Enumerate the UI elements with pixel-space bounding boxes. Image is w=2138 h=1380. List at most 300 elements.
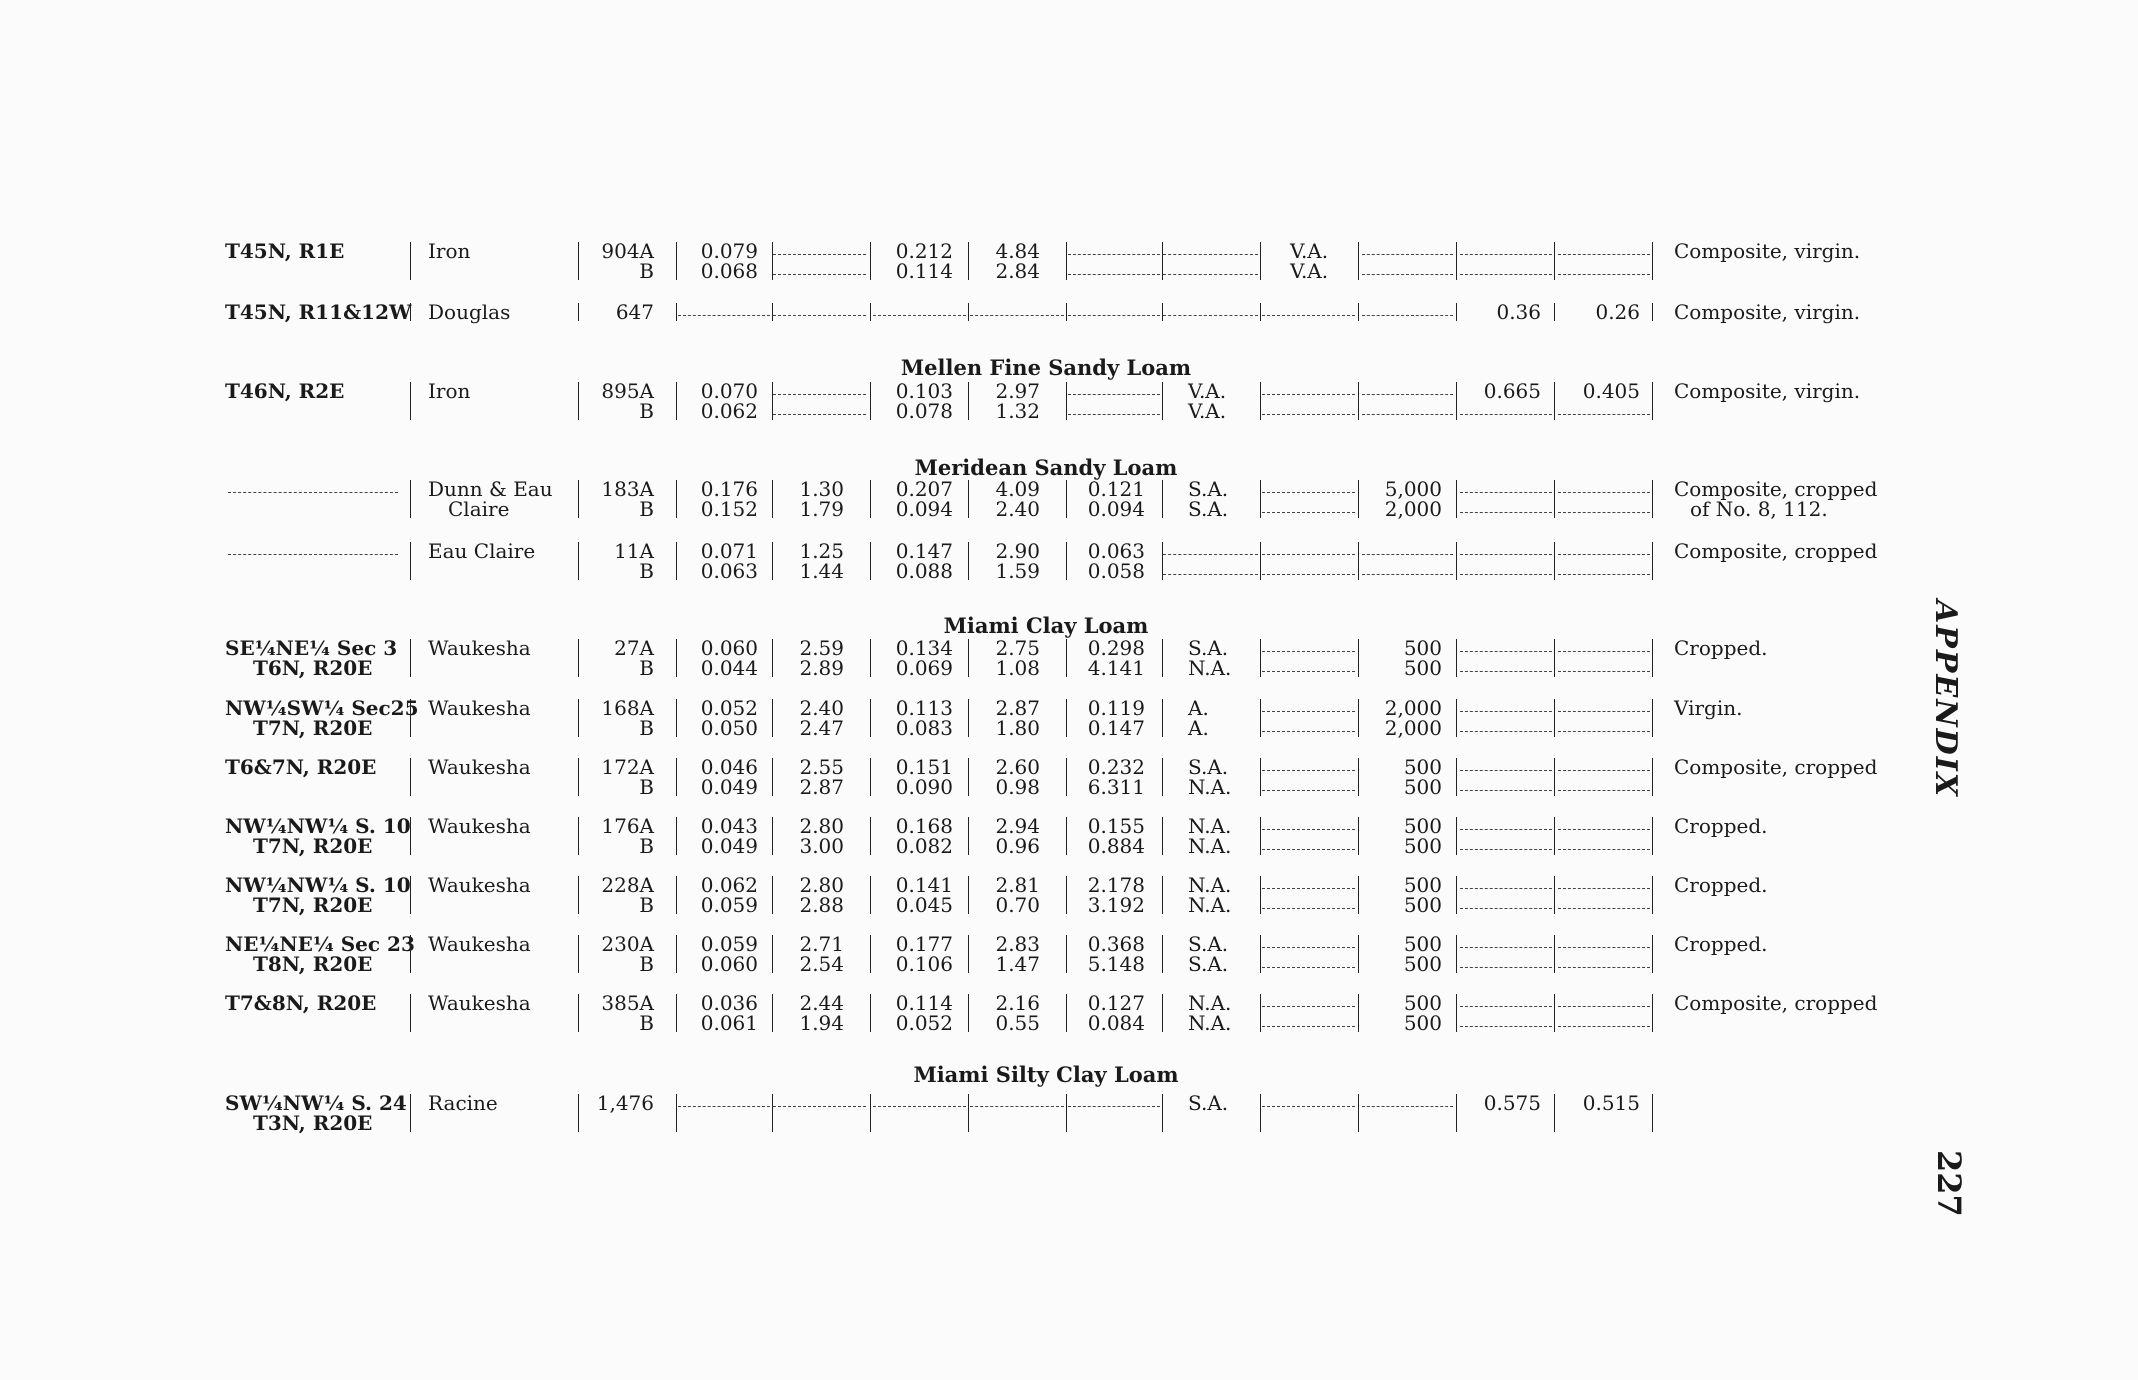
column-rule [1260,817,1261,855]
value-cell: 4.09 [995,477,1040,501]
empty-cell-dash [1460,731,1552,732]
column-rule [1162,876,1163,914]
county-cell: Waukesha [428,696,531,720]
value-cell: 0.059 [700,932,758,956]
value-cell: 500 [1403,952,1442,976]
column-rule [1358,639,1359,677]
column-rule [676,758,677,796]
column-rule [1554,876,1555,914]
column-rule [676,382,677,420]
value-cell: N.A. [1188,873,1232,897]
value-cell: 2.87 [799,775,844,799]
value-cell: 0.127 [1087,991,1145,1015]
empty-cell-dash [1558,274,1650,275]
value-cell: S.A. [1188,755,1229,779]
column-rule [1652,1094,1653,1132]
sample-number: 27A [614,636,654,660]
column-rule [1162,542,1163,580]
value-cell: 2,000 [1384,696,1442,720]
section-heading: Miami Clay Loam [943,613,1149,638]
empty-cell-dash [678,315,770,316]
value-cell: 0.147 [895,539,953,563]
value-cell: 2.60 [995,755,1040,779]
section-heading: Miami Silty Clay Loam [913,1062,1179,1087]
value-cell: 0.26 [1595,300,1640,324]
value-cell: 2.55 [799,755,844,779]
value-cell: 0.052 [895,1011,953,1035]
value-cell: 2.87 [995,696,1040,720]
column-rule [1162,935,1163,973]
column-rule [578,935,579,973]
column-rule [1358,758,1359,796]
column-rule [870,480,871,518]
value-cell: 0.062 [700,399,758,423]
column-rule [1162,480,1163,518]
empty-cell-dash [773,1106,866,1107]
column-rule [1456,242,1457,280]
empty-cell-dash [1362,315,1453,316]
column-rule [410,758,411,796]
column-rule [1456,817,1457,855]
value-cell: 2.40 [995,497,1040,521]
empty-cell-dash [1460,967,1552,968]
empty-cell-dash [773,394,866,395]
value-cell: N.A. [1188,1011,1232,1035]
value-cell: 500 [1403,834,1442,858]
value-cell: 2.47 [799,716,844,740]
sample-number: 11A [614,539,654,563]
value-cell: 0.70 [995,893,1040,917]
column-rule [772,542,773,580]
value-cell: 2.80 [799,873,844,897]
column-rule [410,1094,411,1132]
empty-location-dash [228,492,398,493]
empty-cell-dash [1262,512,1355,513]
column-rule [1554,382,1555,420]
value-cell: 5.148 [1087,952,1145,976]
column-rule [410,542,411,580]
value-cell: 0.155 [1087,814,1145,838]
column-rule [1554,994,1555,1032]
value-cell: 500 [1403,656,1442,680]
empty-location-dash [228,554,398,555]
value-cell: A. [1188,716,1209,740]
location-cell: T45N, R1E [225,239,345,263]
value-cell: 1.94 [799,1011,844,1035]
value-cell: 0.98 [995,775,1040,799]
location-cell: T7&8N, R20E [225,991,377,1015]
value-cell: 0.212 [895,239,953,263]
column-rule [1554,935,1555,973]
column-rule [1456,480,1457,518]
column-rule [410,303,411,321]
value-cell: 2.44 [799,991,844,1015]
value-cell: 500 [1403,814,1442,838]
sample-number: B [639,399,654,423]
value-cell: V.A. [1188,379,1227,403]
column-rule [1066,935,1067,973]
value-cell: 1.08 [995,656,1040,680]
county-cell: Waukesha [428,873,531,897]
value-cell: 0.515 [1582,1091,1640,1115]
value-cell: 2.178 [1087,873,1145,897]
empty-cell-dash [1558,908,1650,909]
column-rule [968,994,969,1032]
sample-number: 228A [601,873,654,897]
remarks-cell: Composite, virgin. [1674,300,1861,324]
column-rule [1652,935,1653,973]
remarks-cell: Composite, cropped [1674,539,1878,563]
location-cell: T46N, R2E [225,379,345,403]
sample-number: B [639,893,654,917]
empty-cell-dash [1558,1026,1650,1027]
empty-cell-dash [1558,1006,1650,1007]
sample-number: B [639,559,654,583]
column-rule [772,242,773,280]
empty-cell-dash [1068,1106,1160,1107]
empty-cell-dash [1362,574,1453,575]
value-cell: 0.062 [700,873,758,897]
column-rule [1162,1094,1163,1132]
column-rule [676,639,677,677]
value-cell: 2.59 [799,636,844,660]
column-rule [1358,480,1359,518]
column-rule [676,817,677,855]
value-cell: V.A. [1290,239,1329,263]
empty-cell-dash [1068,315,1160,316]
column-rule [870,817,871,855]
column-rule [1260,303,1261,321]
empty-cell-dash [1262,731,1355,732]
empty-cell-dash [1262,1026,1355,1027]
column-rule [410,994,411,1032]
value-cell: 0.058 [1087,559,1145,583]
empty-cell-dash [1262,1106,1355,1107]
column-rule [1652,994,1653,1032]
value-cell: 500 [1403,636,1442,660]
value-cell: 500 [1403,932,1442,956]
column-rule [1554,639,1555,677]
column-rule [1260,542,1261,580]
value-cell: 0.043 [700,814,758,838]
column-rule [1652,480,1653,518]
sample-number: 385A [601,991,654,1015]
sample-number: B [639,1011,654,1035]
empty-cell-dash [1163,274,1258,275]
empty-cell-dash [773,315,866,316]
value-cell: 0.045 [895,893,953,917]
empty-cell-dash [1558,492,1650,493]
column-rule [1260,876,1261,914]
county-cell: Douglas [428,300,511,324]
value-cell: 0.168 [895,814,953,838]
section-heading: Meridean Sandy Loam [914,455,1178,480]
value-cell: 0.405 [1582,379,1640,403]
empty-cell-dash [1460,711,1552,712]
value-cell: 0.094 [1087,497,1145,521]
column-rule [1554,1094,1555,1132]
empty-cell-dash [1068,274,1160,275]
column-rule [772,382,773,420]
empty-cell-dash [1460,770,1552,771]
empty-cell-dash [1362,554,1453,555]
value-cell: N.A. [1188,814,1232,838]
value-cell: 2.81 [995,873,1040,897]
column-rule [578,1094,579,1132]
value-cell: N.A. [1188,834,1232,858]
value-cell: 500 [1403,873,1442,897]
empty-cell-dash [1262,908,1355,909]
empty-cell-dash [773,414,866,415]
column-rule [870,242,871,280]
empty-cell-dash [1460,908,1552,909]
empty-cell-dash [1460,849,1552,850]
empty-cell-dash [1163,574,1258,575]
value-cell: 2.40 [799,696,844,720]
column-rule [1554,699,1555,737]
empty-cell-dash [1558,731,1650,732]
side-heading: APPENDIX [1928,600,1963,799]
value-cell: 0.063 [700,559,758,583]
empty-cell-dash [1262,671,1355,672]
value-cell: S.A. [1188,932,1229,956]
value-cell: 0.061 [700,1011,758,1035]
sample-number: 183A [601,477,654,501]
location-cell: T45N, R11&12W [225,300,412,324]
value-cell: 500 [1403,991,1442,1015]
empty-cell-dash [1460,790,1552,791]
value-cell: 2.88 [799,893,844,917]
column-rule [410,699,411,737]
column-rule [1456,639,1457,677]
column-rule [676,542,677,580]
value-cell: 0.55 [995,1011,1040,1035]
remarks-cell: of No. 8, 112. [1690,497,1828,521]
sample-number: B [639,834,654,858]
empty-cell-dash [1558,512,1650,513]
column-rule [676,994,677,1032]
empty-cell-dash [1362,1106,1453,1107]
column-rule [772,994,773,1032]
column-rule [1456,382,1457,420]
column-rule [1162,758,1163,796]
empty-cell-dash [1262,651,1355,652]
column-rule [410,242,411,280]
column-rule [410,639,411,677]
value-cell: 2.97 [995,379,1040,403]
column-rule [1652,758,1653,796]
column-rule [1358,876,1359,914]
column-rule [1456,935,1457,973]
column-rule [968,382,969,420]
value-cell: 3.00 [799,834,844,858]
county-cell: Waukesha [428,814,531,838]
value-cell: 0.079 [700,239,758,263]
empty-cell-dash [1262,1006,1355,1007]
value-cell: 2.71 [799,932,844,956]
empty-cell-dash [1558,554,1650,555]
value-cell: S.A. [1188,952,1229,976]
value-cell: 0.090 [895,775,953,799]
column-rule [1652,542,1653,580]
value-cell: 0.078 [895,399,953,423]
empty-cell-dash [1262,770,1355,771]
remarks-cell: Composite, cropped [1674,477,1878,501]
column-rule [676,1094,677,1132]
column-rule [870,699,871,737]
value-cell: 0.177 [895,932,953,956]
remarks-cell: Composite, virgin. [1674,239,1861,263]
empty-cell-dash [1460,947,1552,948]
column-rule [1260,480,1261,518]
remarks-cell: Virgin. [1674,696,1743,720]
value-cell: 5,000 [1384,477,1442,501]
column-rule [1358,242,1359,280]
column-rule [1066,1094,1067,1132]
column-rule [870,303,871,321]
empty-cell-dash [873,1106,966,1107]
location-cell: T6N, R20E [253,656,373,680]
column-rule [1066,542,1067,580]
sample-number: B [639,952,654,976]
column-rule [870,876,871,914]
column-rule [1066,758,1067,796]
column-rule [578,817,579,855]
column-rule [410,817,411,855]
column-rule [676,480,677,518]
remarks-cell: Cropped. [1674,932,1768,956]
column-rule [968,242,969,280]
column-rule [1162,817,1163,855]
column-rule [1652,876,1653,914]
column-rule [1456,542,1457,580]
location-cell: NW¼SW¼ Sec25 [225,696,419,720]
value-cell: 0.114 [895,259,953,283]
empty-cell-dash [1262,849,1355,850]
value-cell: 0.232 [1087,755,1145,779]
value-cell: 1.47 [995,952,1040,976]
column-rule [1260,994,1261,1032]
column-rule [578,242,579,280]
empty-cell-dash [1460,274,1552,275]
empty-cell-dash [1558,947,1650,948]
value-cell: 2.75 [995,636,1040,660]
county-cell: Iron [428,239,471,263]
column-rule [676,935,677,973]
sample-number: 230A [601,932,654,956]
value-cell: 0.884 [1087,834,1145,858]
value-cell: 0.575 [1483,1091,1541,1115]
column-rule [1162,639,1163,677]
value-cell: 1.80 [995,716,1040,740]
value-cell: 500 [1403,1011,1442,1035]
empty-cell-dash [970,1106,1064,1107]
value-cell: 0.046 [700,755,758,779]
value-cell: 0.96 [995,834,1040,858]
sample-number: 176A [601,814,654,838]
page-number: 227 [1930,1150,1968,1217]
remarks-cell: Composite, cropped [1674,755,1878,779]
value-cell: 0.147 [1087,716,1145,740]
county-cell: Dunn & Eau [428,477,553,501]
value-cell: N.A. [1188,775,1232,799]
empty-cell-dash [873,315,966,316]
sample-number: B [639,775,654,799]
value-cell: V.A. [1188,399,1227,423]
column-rule [1066,382,1067,420]
sample-number: 904A [601,239,654,263]
column-rule [1456,994,1457,1032]
column-rule [1260,935,1261,973]
county-cell: Waukesha [428,636,531,660]
column-rule [968,542,969,580]
value-cell: 0.049 [700,834,758,858]
value-cell: 0.070 [700,379,758,403]
value-cell: 1.30 [799,477,844,501]
column-rule [1066,817,1067,855]
value-cell: 0.141 [895,873,953,897]
column-rule [1358,303,1359,321]
column-rule [1260,699,1261,737]
column-rule [870,382,871,420]
column-rule [676,303,677,321]
value-cell: 0.119 [1087,696,1145,720]
column-rule [870,935,871,973]
column-rule [578,699,579,737]
location-cell: SW¼NW¼ S. 24 [225,1091,407,1115]
empty-cell-dash [1558,967,1650,968]
value-cell: 0.134 [895,636,953,660]
location-cell: NW¼NW¼ S. 10 [225,873,411,897]
column-rule [1554,758,1555,796]
value-cell: 0.082 [895,834,953,858]
column-rule [1652,699,1653,737]
column-rule [1554,542,1555,580]
empty-cell-dash [1460,1006,1552,1007]
empty-cell-dash [1262,790,1355,791]
column-rule [1652,817,1653,855]
location-cell: NW¼NW¼ S. 10 [225,814,411,838]
value-cell: 2,000 [1384,497,1442,521]
value-cell: 1.59 [995,559,1040,583]
value-cell: 2.94 [995,814,1040,838]
column-rule [1066,639,1067,677]
empty-cell-dash [1460,554,1552,555]
remarks-cell: Composite, cropped [1674,991,1878,1015]
value-cell: 6.311 [1087,775,1145,799]
sample-number: 1,476 [596,1091,654,1115]
column-rule [1066,242,1067,280]
column-rule [772,817,773,855]
column-rule [1652,242,1653,280]
empty-cell-dash [1362,414,1453,415]
column-rule [772,876,773,914]
value-cell: S.A. [1188,477,1229,501]
column-rule [1260,758,1261,796]
column-rule [1260,1094,1261,1132]
value-cell: 0.121 [1087,477,1145,501]
empty-cell-dash [1460,574,1552,575]
column-rule [1358,542,1359,580]
value-cell: 0.068 [700,259,758,283]
empty-cell-dash [1262,888,1355,889]
empty-cell-dash [1558,414,1650,415]
value-cell: 0.088 [895,559,953,583]
empty-cell-dash [1262,492,1355,493]
county-cell: Eau Claire [428,539,536,563]
value-cell: 0.103 [895,379,953,403]
remarks-cell: Cropped. [1674,873,1768,897]
